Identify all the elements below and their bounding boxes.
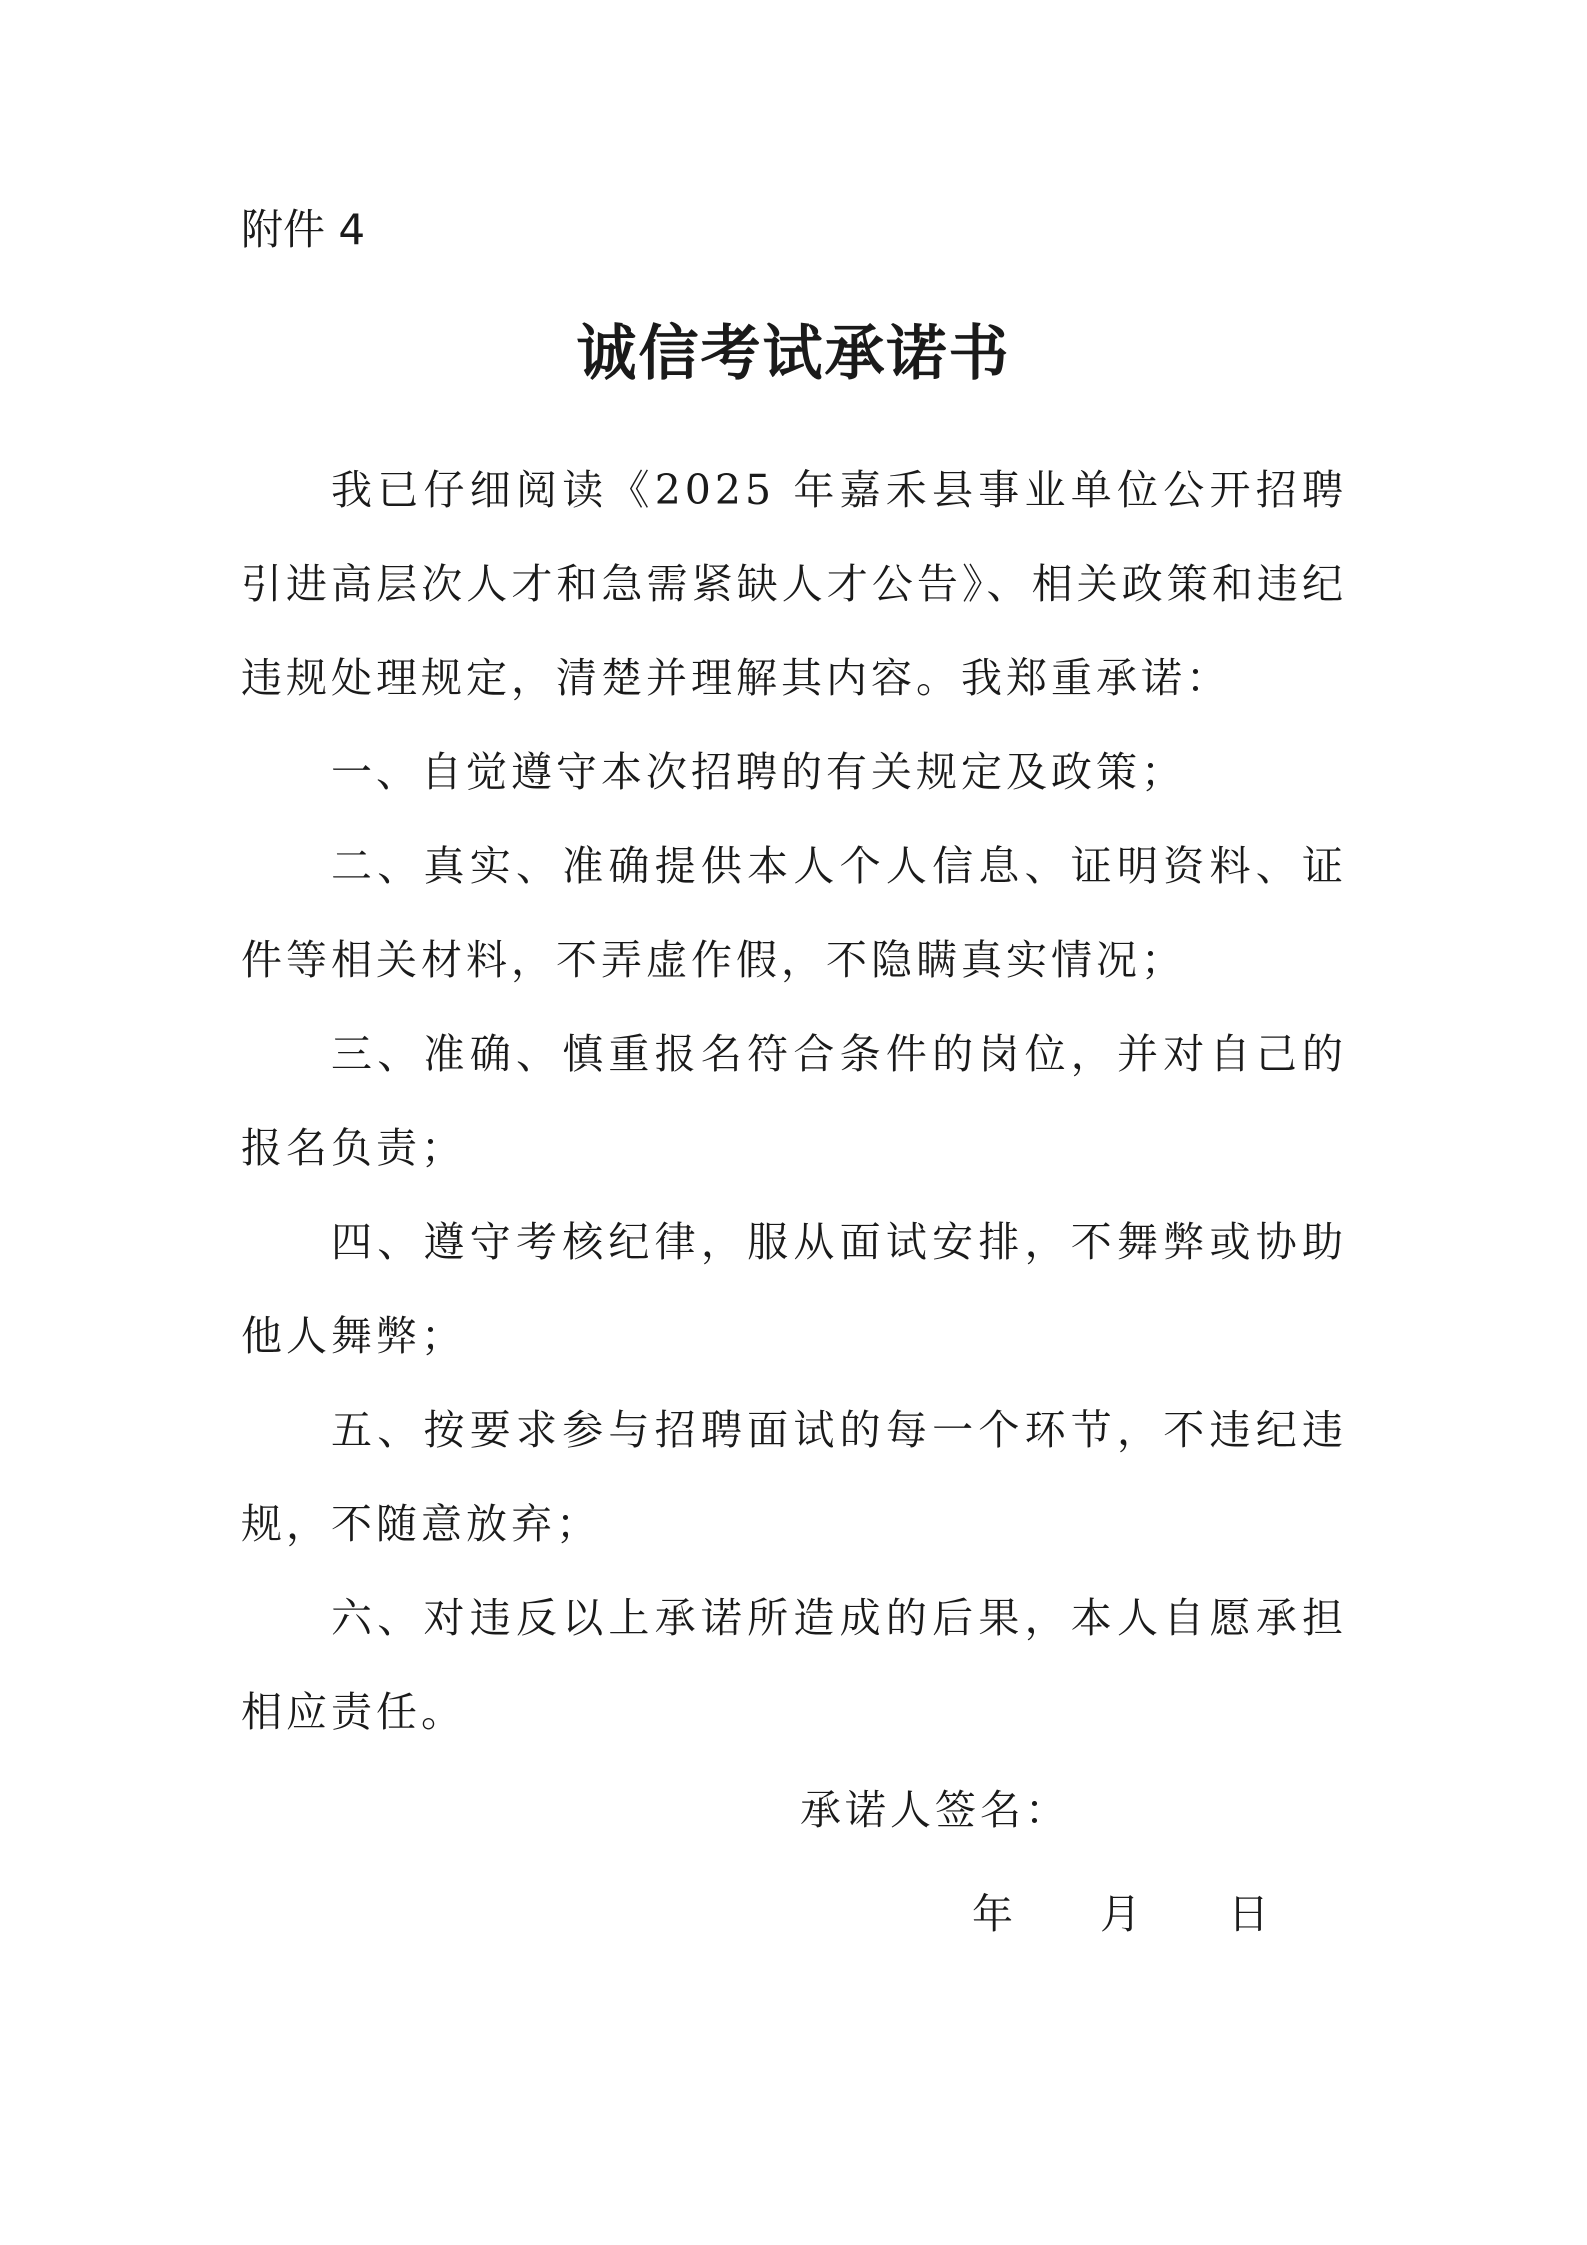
commitment-item-3: 三、准确、慎重报名符合条件的岗位，并对自己的报名负责； <box>241 1030 1347 1172</box>
commitment-item-5: 五、按要求参与招聘面试的每一个环节，不违纪违规，不随意放弃； <box>241 1406 1347 1548</box>
commitment-item-1: 一、自觉遵守本次招聘的有关规定及政策； <box>331 748 1186 796</box>
intro-paragraph: 我已仔细阅读《2025 年嘉禾县事业单位公开招聘引进高层次人才和急需紧缺人才公告》、相关政策和违纪违规处理规定，清楚并理解其内容。我郑重承诺： <box>241 466 1347 702</box>
commitment-item-6: 六、对违反以上承诺所造成的后果，本人自愿承担相应责任。 <box>241 1594 1347 1736</box>
commitment-item-4: 四、遵守考核纪律，服从面试安排，不舞弊或协助他人舞弊； <box>241 1218 1347 1360</box>
date-year-label: 年 <box>972 1890 1013 1938</box>
date-day-label: 日 <box>1228 1890 1269 1938</box>
attachment-label: 附件 4 <box>241 205 366 254</box>
date-line <box>972 1867 1269 1961</box>
document-title: 诚信考试承诺书 <box>576 319 1011 389</box>
signature-label: 承诺人签名： <box>800 1786 1070 1834</box>
commitment-item-2: 二、真实、准确提供本人个人信息、证明资料、证件等相关材料，不弄虚作假，不隐瞒真实情况； <box>241 842 1347 984</box>
date-month-label: 月 <box>1100 1890 1141 1938</box>
